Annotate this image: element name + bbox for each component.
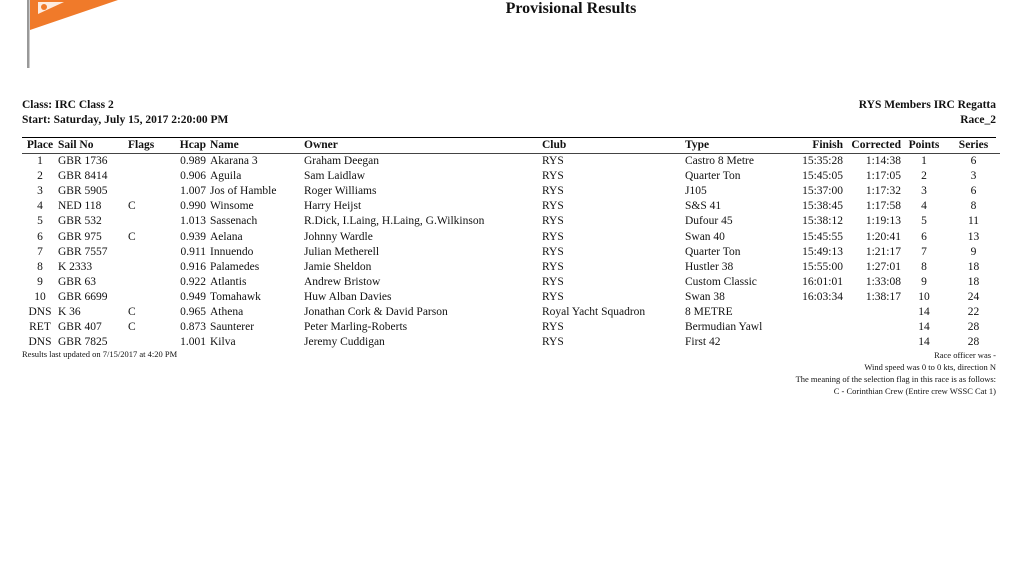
regatta-info xyxy=(859,98,996,128)
cell-sail-no: GBR 5905 xyxy=(58,185,108,198)
col-series: Series xyxy=(947,138,1000,154)
cell-corrected: 1:17:32 xyxy=(865,185,901,198)
cell-boat-name: Jos of Hamble xyxy=(210,185,277,198)
cell-corrected xyxy=(843,320,901,335)
cell-finish: 15:45:55 xyxy=(802,230,843,243)
cell-boat-name: Tomahawk xyxy=(210,290,261,303)
table-row xyxy=(22,169,1000,184)
flag-meaning: The meaning of the selection flag in this race is as follows: xyxy=(795,374,996,384)
cell-club: RYS xyxy=(542,260,564,273)
cell-place: 8 xyxy=(37,260,43,273)
col-name: Name xyxy=(210,138,304,154)
cell-corrected: 1:27:01 xyxy=(865,260,901,273)
cell-owner: Sam Laidlaw xyxy=(304,170,365,183)
cell-club: RYS xyxy=(542,215,564,228)
cell-place: 4 xyxy=(37,200,43,213)
cell-type: J105 xyxy=(685,185,707,198)
cell-boat-name: Aguila xyxy=(210,170,242,183)
table-row xyxy=(22,260,1000,275)
cell-type: Hustler 38 xyxy=(685,260,734,273)
cell-flags: C xyxy=(128,230,136,243)
cell-owner: Roger Williams xyxy=(304,185,377,198)
cell-series: 9 xyxy=(970,245,977,258)
cell-points: 1 xyxy=(921,155,927,168)
cell-hcap: 0.873 xyxy=(180,321,206,334)
cell-flags xyxy=(128,260,172,275)
cell-club: RYS xyxy=(542,290,564,303)
cell-points: 9 xyxy=(921,275,927,288)
cell-place: 5 xyxy=(37,215,43,228)
cell-place: 1 xyxy=(37,155,43,168)
table-row xyxy=(22,214,1000,229)
cell-sail-no: GBR 6699 xyxy=(58,290,108,303)
cell-boat-name: Atlantis xyxy=(210,275,247,288)
col-club: Club xyxy=(542,138,685,154)
cell-type: Dufour 45 xyxy=(685,215,733,228)
table-row xyxy=(22,199,1000,214)
table-row xyxy=(22,290,1000,305)
cell-place: 10 xyxy=(34,290,46,303)
col-type: Type xyxy=(685,138,795,154)
cell-club: RYS xyxy=(542,275,564,288)
cell-hcap: 0.939 xyxy=(180,230,206,243)
cell-owner: Julian Metherell xyxy=(304,245,380,258)
cell-sail-no: GBR 532 xyxy=(58,215,102,228)
cell-points: 6 xyxy=(921,230,927,243)
cell-series: 28 xyxy=(967,321,980,334)
cell-series: 18 xyxy=(967,275,980,288)
cell-owner: Jonathan Cork & David Parson xyxy=(304,306,448,319)
cell-owner: Harry Heijst xyxy=(304,200,362,213)
col-hcap: Hcap xyxy=(172,138,210,154)
class-label: Class: IRC Class 2 xyxy=(22,99,114,111)
cell-series: 11 xyxy=(967,215,980,228)
col-finish: Finish xyxy=(795,138,843,154)
cell-club: RYS xyxy=(542,321,564,334)
cell-finish: 15:45:05 xyxy=(802,170,843,183)
cell-points: 4 xyxy=(921,200,927,213)
cell-flags xyxy=(128,154,172,170)
cell-sail-no: GBR 63 xyxy=(58,275,97,288)
cell-flags xyxy=(128,275,172,290)
cell-hcap: 0.916 xyxy=(180,260,206,273)
cell-sail-no: NED 118 xyxy=(58,200,102,213)
cell-hcap: 0.911 xyxy=(180,245,206,258)
col-owner: Owner xyxy=(304,138,542,154)
col-points: Points xyxy=(901,138,947,154)
cell-owner: R.Dick, I.Laing, H.Laing, G.Wilkinson xyxy=(304,215,485,228)
cell-type: Bermudian Yawl xyxy=(685,321,763,334)
cell-boat-name: Palamedes xyxy=(210,260,260,273)
cell-series: 8 xyxy=(970,200,977,213)
cell-series: 18 xyxy=(967,260,980,273)
cell-points: 7 xyxy=(921,245,927,258)
cell-corrected: 1:17:05 xyxy=(865,170,901,183)
results-table xyxy=(22,138,1000,350)
cell-type: Swan 40 xyxy=(685,230,725,243)
table-row xyxy=(22,245,1000,260)
cell-owner: Johnny Wardle xyxy=(304,230,373,243)
cell-finish: 15:35:28 xyxy=(802,155,843,168)
cell-place: DNS xyxy=(28,306,52,319)
cell-type: Quarter Ton xyxy=(685,170,741,183)
cell-flags xyxy=(128,184,172,199)
cell-owner: Andrew Bristow xyxy=(304,275,381,288)
race-name: Race_2 xyxy=(960,114,996,126)
cell-type: S&S 41 xyxy=(685,200,722,213)
cell-place: 2 xyxy=(37,170,43,183)
cell-corrected: 1:21:17 xyxy=(865,245,901,258)
cell-finish: 15:55:00 xyxy=(802,260,843,273)
col-place: Place xyxy=(22,138,58,154)
cell-hcap: 0.989 xyxy=(180,155,206,168)
cell-boat-name: Saunterer xyxy=(210,321,255,334)
table-row xyxy=(22,184,1000,199)
cell-points: 14 xyxy=(918,321,930,334)
cell-points: 2 xyxy=(921,170,927,183)
cell-finish: 16:01:01 xyxy=(802,275,843,288)
cell-sail-no: GBR 7825 xyxy=(58,336,108,349)
cell-boat-name: Sassenach xyxy=(210,215,258,228)
cell-points: 3 xyxy=(921,185,927,198)
cell-boat-name: Aelana xyxy=(210,230,243,243)
cell-finish xyxy=(795,305,843,320)
cell-place: DNS xyxy=(28,336,52,349)
col-flags: Flags xyxy=(128,138,172,154)
cell-sail-no: K 2333 xyxy=(58,260,93,273)
table-row xyxy=(22,320,1000,335)
flag-c-meaning: C - Corinthian Crew (Entire crew WSSC Cat 1) xyxy=(833,386,996,396)
cell-points: 14 xyxy=(918,306,930,319)
cell-hcap: 0.949 xyxy=(180,290,206,303)
cell-points: 8 xyxy=(921,260,927,273)
cell-type: Swan 38 xyxy=(685,290,725,303)
cell-hcap: 0.906 xyxy=(180,170,206,183)
cell-series: 28 xyxy=(967,336,980,349)
cell-boat-name: Akarana 3 xyxy=(210,155,258,168)
cell-type: Quarter Ton xyxy=(685,245,741,258)
cell-club: RYS xyxy=(542,155,564,168)
cell-club: RYS xyxy=(542,170,564,183)
cell-place: 3 xyxy=(37,185,43,198)
page-title: Provisional Results xyxy=(505,0,637,17)
cell-sail-no: GBR 1736 xyxy=(58,155,108,168)
cell-series: 6 xyxy=(970,185,977,198)
cell-place: 7 xyxy=(37,245,43,258)
class-info xyxy=(22,98,228,128)
cell-series: 3 xyxy=(970,170,977,183)
cell-flags xyxy=(128,169,172,184)
cell-type: Castro 8 Metre xyxy=(685,155,754,168)
cell-flags: C xyxy=(128,306,136,319)
cell-boat-name: Athena xyxy=(210,306,244,319)
cell-sail-no: GBR 8414 xyxy=(58,170,108,183)
cell-finish: 15:38:12 xyxy=(802,215,843,228)
cell-club: RYS xyxy=(542,200,564,213)
cell-owner: Jeremy Cuddigan xyxy=(304,336,385,349)
cell-sail-no: GBR 407 xyxy=(58,321,102,334)
cell-series: 22 xyxy=(967,306,980,319)
cell-club: RYS xyxy=(542,245,564,258)
cell-corrected: 1:14:38 xyxy=(865,155,901,168)
cell-sail-no: GBR 7557 xyxy=(58,245,108,258)
cell-flags: C xyxy=(128,200,136,213)
table-header-row xyxy=(22,138,1000,154)
cell-points: 5 xyxy=(921,215,927,228)
table-row xyxy=(22,154,1000,170)
cell-club: RYS xyxy=(542,185,564,198)
cell-corrected: 1:17:58 xyxy=(865,200,901,213)
cell-club: Royal Yacht Squadron xyxy=(542,306,646,319)
cell-series: 24 xyxy=(967,290,980,303)
cell-hcap: 0.922 xyxy=(180,275,206,288)
start-label: Start: Saturday, July 15, 2017 2:20:00 PM xyxy=(22,114,229,126)
table-row xyxy=(22,230,1000,245)
cell-club: RYS xyxy=(542,336,564,349)
cell-owner: Graham Deegan xyxy=(304,155,380,168)
cell-hcap: 1.007 xyxy=(180,185,206,198)
race-notes xyxy=(796,349,996,397)
cell-series: 6 xyxy=(970,155,977,168)
last-updated: Results last updated on 7/15/2017 at 4:20 PM xyxy=(22,349,178,359)
cell-hcap: 1.001 xyxy=(180,336,206,349)
cell-finish: 15:37:00 xyxy=(802,185,843,198)
cell-boat-name: Winsome xyxy=(210,200,254,213)
cell-corrected: 1:33:08 xyxy=(865,275,901,288)
cell-series: 13 xyxy=(967,230,980,243)
cell-type: First 42 xyxy=(685,336,721,349)
cell-club: RYS xyxy=(542,230,564,243)
cell-hcap: 0.965 xyxy=(180,306,206,319)
cell-finish: 15:38:45 xyxy=(802,200,843,213)
table-row xyxy=(22,305,1000,320)
cell-corrected xyxy=(843,305,901,320)
cell-place: 6 xyxy=(37,230,43,243)
cell-boat-name: Kilva xyxy=(210,336,236,349)
cell-points: 10 xyxy=(918,290,930,303)
cell-finish: 15:49:13 xyxy=(802,245,843,258)
cell-hcap: 0.990 xyxy=(180,200,206,213)
race-officer: Race officer was - xyxy=(934,350,996,360)
cell-points: 14 xyxy=(918,336,930,349)
cell-sail-no: GBR 975 xyxy=(58,230,102,243)
cell-corrected: 1:38:17 xyxy=(865,290,901,303)
cell-owner: Peter Marling-Roberts xyxy=(304,321,408,334)
cell-finish: 16:03:34 xyxy=(802,290,843,303)
cell-owner: Jamie Sheldon xyxy=(304,260,372,273)
table-row xyxy=(22,275,1000,290)
cell-flags: C xyxy=(128,321,136,334)
cell-boat-name: Innuendo xyxy=(210,245,254,258)
cell-finish xyxy=(795,320,843,335)
col-corrected: Corrected xyxy=(843,138,901,154)
cell-type: 8 METRE xyxy=(685,306,733,319)
cell-place: RET xyxy=(29,321,51,334)
cell-sail-no: K 36 xyxy=(58,306,81,319)
cell-corrected: 1:19:13 xyxy=(865,215,901,228)
cell-flags xyxy=(128,245,172,260)
cell-corrected: 1:20:41 xyxy=(865,230,901,243)
cell-place: 9 xyxy=(37,275,43,288)
cell-hcap: 1.013 xyxy=(180,215,206,228)
wind-info: Wind speed was 0 to 0 kts, direction N xyxy=(864,362,996,372)
cell-flags xyxy=(128,214,172,229)
regatta-name: RYS Members IRC Regatta xyxy=(858,99,996,111)
cell-owner: Huw Alban Davies xyxy=(304,290,392,303)
col-sail-no: Sail No xyxy=(58,138,128,154)
cell-type: Custom Classic xyxy=(685,275,757,288)
cell-flags xyxy=(128,290,172,305)
